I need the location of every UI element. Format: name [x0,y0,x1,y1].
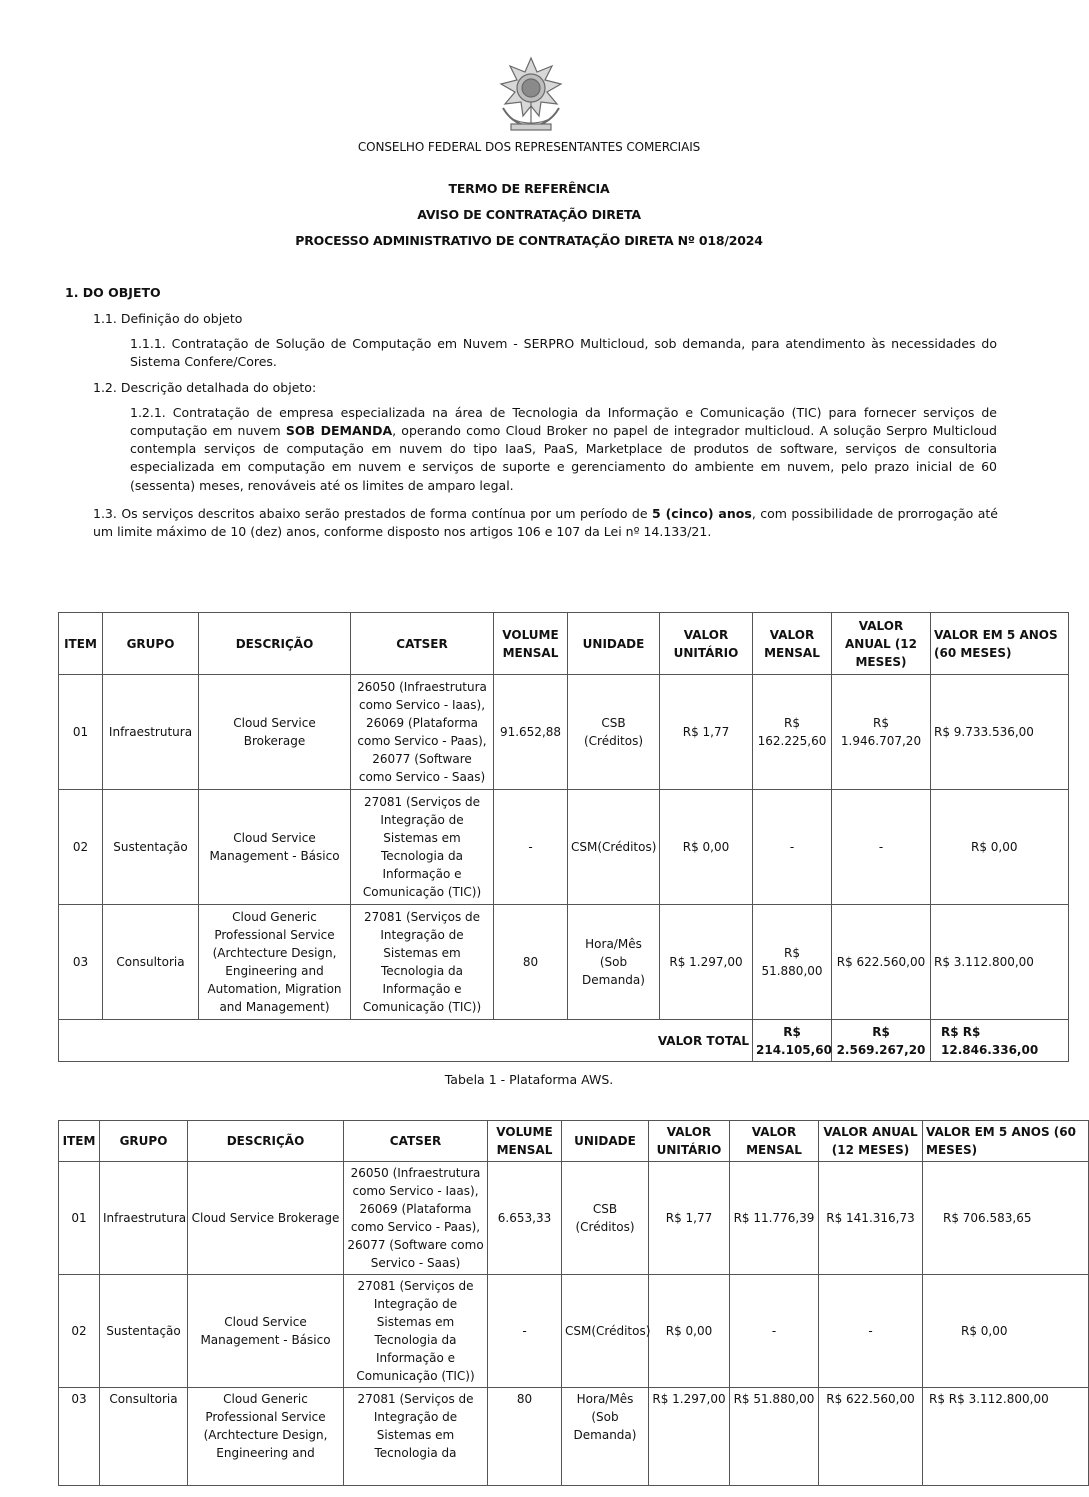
column-header: VALOR UNITÁRIO [649,1121,730,1162]
column-header: VOLUME MENSAL [494,613,568,675]
table-cell: R$ R$ 3.112.800,00 [923,1388,1089,1486]
total-5-years: R$ R$ 12.846.336,00 [931,1020,1069,1062]
table-cell: 6.653,33 [488,1162,562,1275]
organization-name: CONSELHO FEDERAL DOS REPRESENTANTES COMERCIAIS [357,140,701,154]
table-cell: R$ 1,77 [649,1162,730,1275]
column-header: ITEM [59,613,103,675]
table-cell: R$ 1.946.707,20 [832,675,931,790]
section-heading: 1. DO OBJETO [65,285,161,300]
table2-wrapper [57,1119,1076,1460]
table-cell: R$ 51.880,00 [730,1388,819,1486]
table-cell: - [730,1275,819,1388]
column-header: GRUPO [103,613,199,675]
table-row [59,1388,1089,1486]
total-monthly: R$ 214.105,60 [753,1020,832,1062]
column-header: VALOR UNITÁRIO [660,613,753,675]
total-annual: R$ 2.569.267,20 [832,1020,931,1062]
table-cell: CSB (Créditos) [568,675,660,790]
total-label: VALOR TOTAL [59,1020,753,1062]
table-cell: R$ 51.880,00 [753,905,832,1020]
table-cell: Infraestrutura [100,1162,188,1275]
table-cell: Consultoria [103,905,199,1020]
column-header: DESCRIÇÃO [199,613,351,675]
subsection-1-1: 1.1. Definição do objeto [93,311,243,326]
table-cell: R$ 1,77 [660,675,753,790]
table-cell: Hora/Mês (Sob Demanda) [562,1388,649,1486]
table-cell: R$ 0,00 [923,1275,1089,1388]
table-cell: R$ 622.560,00 [832,905,931,1020]
process-number: PROCESSO ADMINISTRATIVO DE CONTRATAÇÃO DIRETA Nº 018/2024 [295,233,763,248]
table-cell: 01 [59,1162,100,1275]
document-title: TERMO DE REFERÊNCIA [448,181,610,196]
table-row [59,905,1069,1020]
subsection-1-2: 1.2. Descrição detalhada do objeto: [93,380,317,395]
table-header-row [59,613,1069,675]
table-row [59,675,1069,790]
table-cell: Consultoria [100,1388,188,1486]
table-cell: Hora/Mês (Sob Demanda) [568,905,660,1020]
table-cell: Infraestrutura [103,675,199,790]
paragraph-1-2-1: 1.2.1. Contratação de empresa especializada na área de Tecnologia da Informação e Comunicação (TIC) para fornecer serviços de computação em nuvem SOB DEMANDA, operando como Cloud Broker no papel de integrador multicloud. A solução Serpro Multicloud contempla serviços de computação em nuvem do tipo IaaS, PaaS, Marketplace de produtos de software, serviços de consultoria especializada em computação em nuvem e serviços de suporte e gerenciamento do ambiente em nuvem, pelo prazo inicial de 60 (sessenta) meses, renováveis até os limites de amparo legal. [130,405,997,493]
table-cell: 91.652,88 [494,675,568,790]
table-cell: 26050 (Infraestrutura como Servico - Iaas), 26069 (Plataforma como Servico - Paas), 26077 (Software como Servico - Saas) [351,675,494,790]
table-cell: CSM(Créditos) [562,1275,649,1388]
column-header: CATSER [351,613,494,675]
table-cell: R$ 0,00 [931,790,1069,905]
column-header: UNIDADE [562,1121,649,1162]
table-cell: - [753,790,832,905]
table-cell: Cloud Service Brokerage [199,675,351,790]
paragraph-1-3: 1.3. Os serviços descritos abaixo serão prestados de forma contínua por um período de 5 (cinco) anos, com possibilidade de prorrogação até um limite máximo de 10 (dez) anos, conforme disposto nos artigos 106 e 107 da Lei nº 14.133/21. [93,506,998,540]
table-cell: 27081 (Serviços de Integração de Sistemas em Tecnologia da Informação e Comunicação (TIC)) [351,905,494,1020]
table-cell: 80 [488,1388,562,1486]
table-cell: R$ 706.583,65 [923,1162,1089,1275]
column-header: VALOR ANUAL (12 MESES) [832,613,931,675]
table-cell: R$ 141.316,73 [819,1162,923,1275]
table-cell: Cloud Service Brokerage [188,1162,344,1275]
table-cell: R$ 622.560,00 [819,1388,923,1486]
column-header: VALOR MENSAL [730,1121,819,1162]
table1-wrapper [57,611,1058,1063]
table-total-row [59,1020,1069,1062]
table-cell: R$ 11.776,39 [730,1162,819,1275]
pricing-table-aws [58,612,1069,1062]
column-header: VALOR ANUAL (12 MESES) [819,1121,923,1162]
table-cell: 27081 (Serviços de Integração de Sistemas em Tecnologia da Informação e Comunicação (TIC)) [351,790,494,905]
table-cell: - [488,1275,562,1388]
column-header: VALOR EM 5 ANOS (60 MESES) [931,613,1069,675]
table-cell: - [819,1275,923,1388]
table-cell: R$ 9.733.536,00 [931,675,1069,790]
table-cell: R$ 3.112.800,00 [931,905,1069,1020]
column-header: UNIDADE [568,613,660,675]
table-cell: R$ 0,00 [649,1275,730,1388]
table-cell: - [494,790,568,905]
pricing-table-2 [58,1120,1089,1486]
table-cell: 27081 (Serviços de Integração de Sistemas em Tecnologia da [344,1388,488,1486]
column-header: ITEM [59,1121,100,1162]
table-cell: Cloud Generic Professional Service (Archtecture Design, Engineering and Automation, Migration and Management) [199,905,351,1020]
table-cell: R$ 0,00 [660,790,753,905]
table-cell: R$ 1.297,00 [649,1388,730,1486]
column-header: CATSER [344,1121,488,1162]
table-cell: Sustentação [100,1275,188,1388]
table-cell: Sustentação [103,790,199,905]
document-subtitle: AVISO DE CONTRATAÇÃO DIRETA [417,207,641,222]
table-header-row [59,1121,1089,1162]
table-row [59,1275,1089,1388]
column-header: GRUPO [100,1121,188,1162]
table-cell: 01 [59,675,103,790]
paragraph-1-1-1: 1.1.1. Contratação de Solução de Computação em Nuvem - SERPRO Multicloud, sob demanda, para atendimento às necessidades do Sistema Confere/Cores. [130,336,997,370]
column-header: VALOR MENSAL [753,613,832,675]
table-cell: Cloud Generic Professional Service (Archtecture Design, Engineering and [188,1388,344,1486]
table-cell: Cloud Service Management - Básico [188,1275,344,1388]
table-cell: CSB (Créditos) [562,1162,649,1275]
table-cell: 03 [59,1388,100,1486]
column-header: DESCRIÇÃO [188,1121,344,1162]
table-cell: CSM(Créditos) [568,790,660,905]
brazil-coat-of-arms-icon [497,56,565,134]
column-header: VALOR EM 5 ANOS (60 MESES) [923,1121,1089,1162]
table-cell: 03 [59,905,103,1020]
table-caption: Tabela 1 - Plataforma AWS. [444,1072,614,1087]
table-cell: 27081 (Serviços de Integração de Sistemas em Tecnologia da Informação e Comunicação (TIC)) [344,1275,488,1388]
table-cell: R$ 162.225,60 [753,675,832,790]
table-cell: 26050 (Infraestrutura como Servico - Iaas), 26069 (Plataforma como Servico - Paas), 26077 (Software como Servico - Saas) [344,1162,488,1275]
table-row [59,790,1069,905]
table-cell: R$ 1.297,00 [660,905,753,1020]
table-cell: 80 [494,905,568,1020]
column-header: VOLUME MENSAL [488,1121,562,1162]
table-cell: 02 [59,790,103,905]
table-cell: Cloud Service Management - Básico [199,790,351,905]
table-cell: 02 [59,1275,100,1388]
table-row [59,1162,1089,1275]
table-cell: - [832,790,931,905]
